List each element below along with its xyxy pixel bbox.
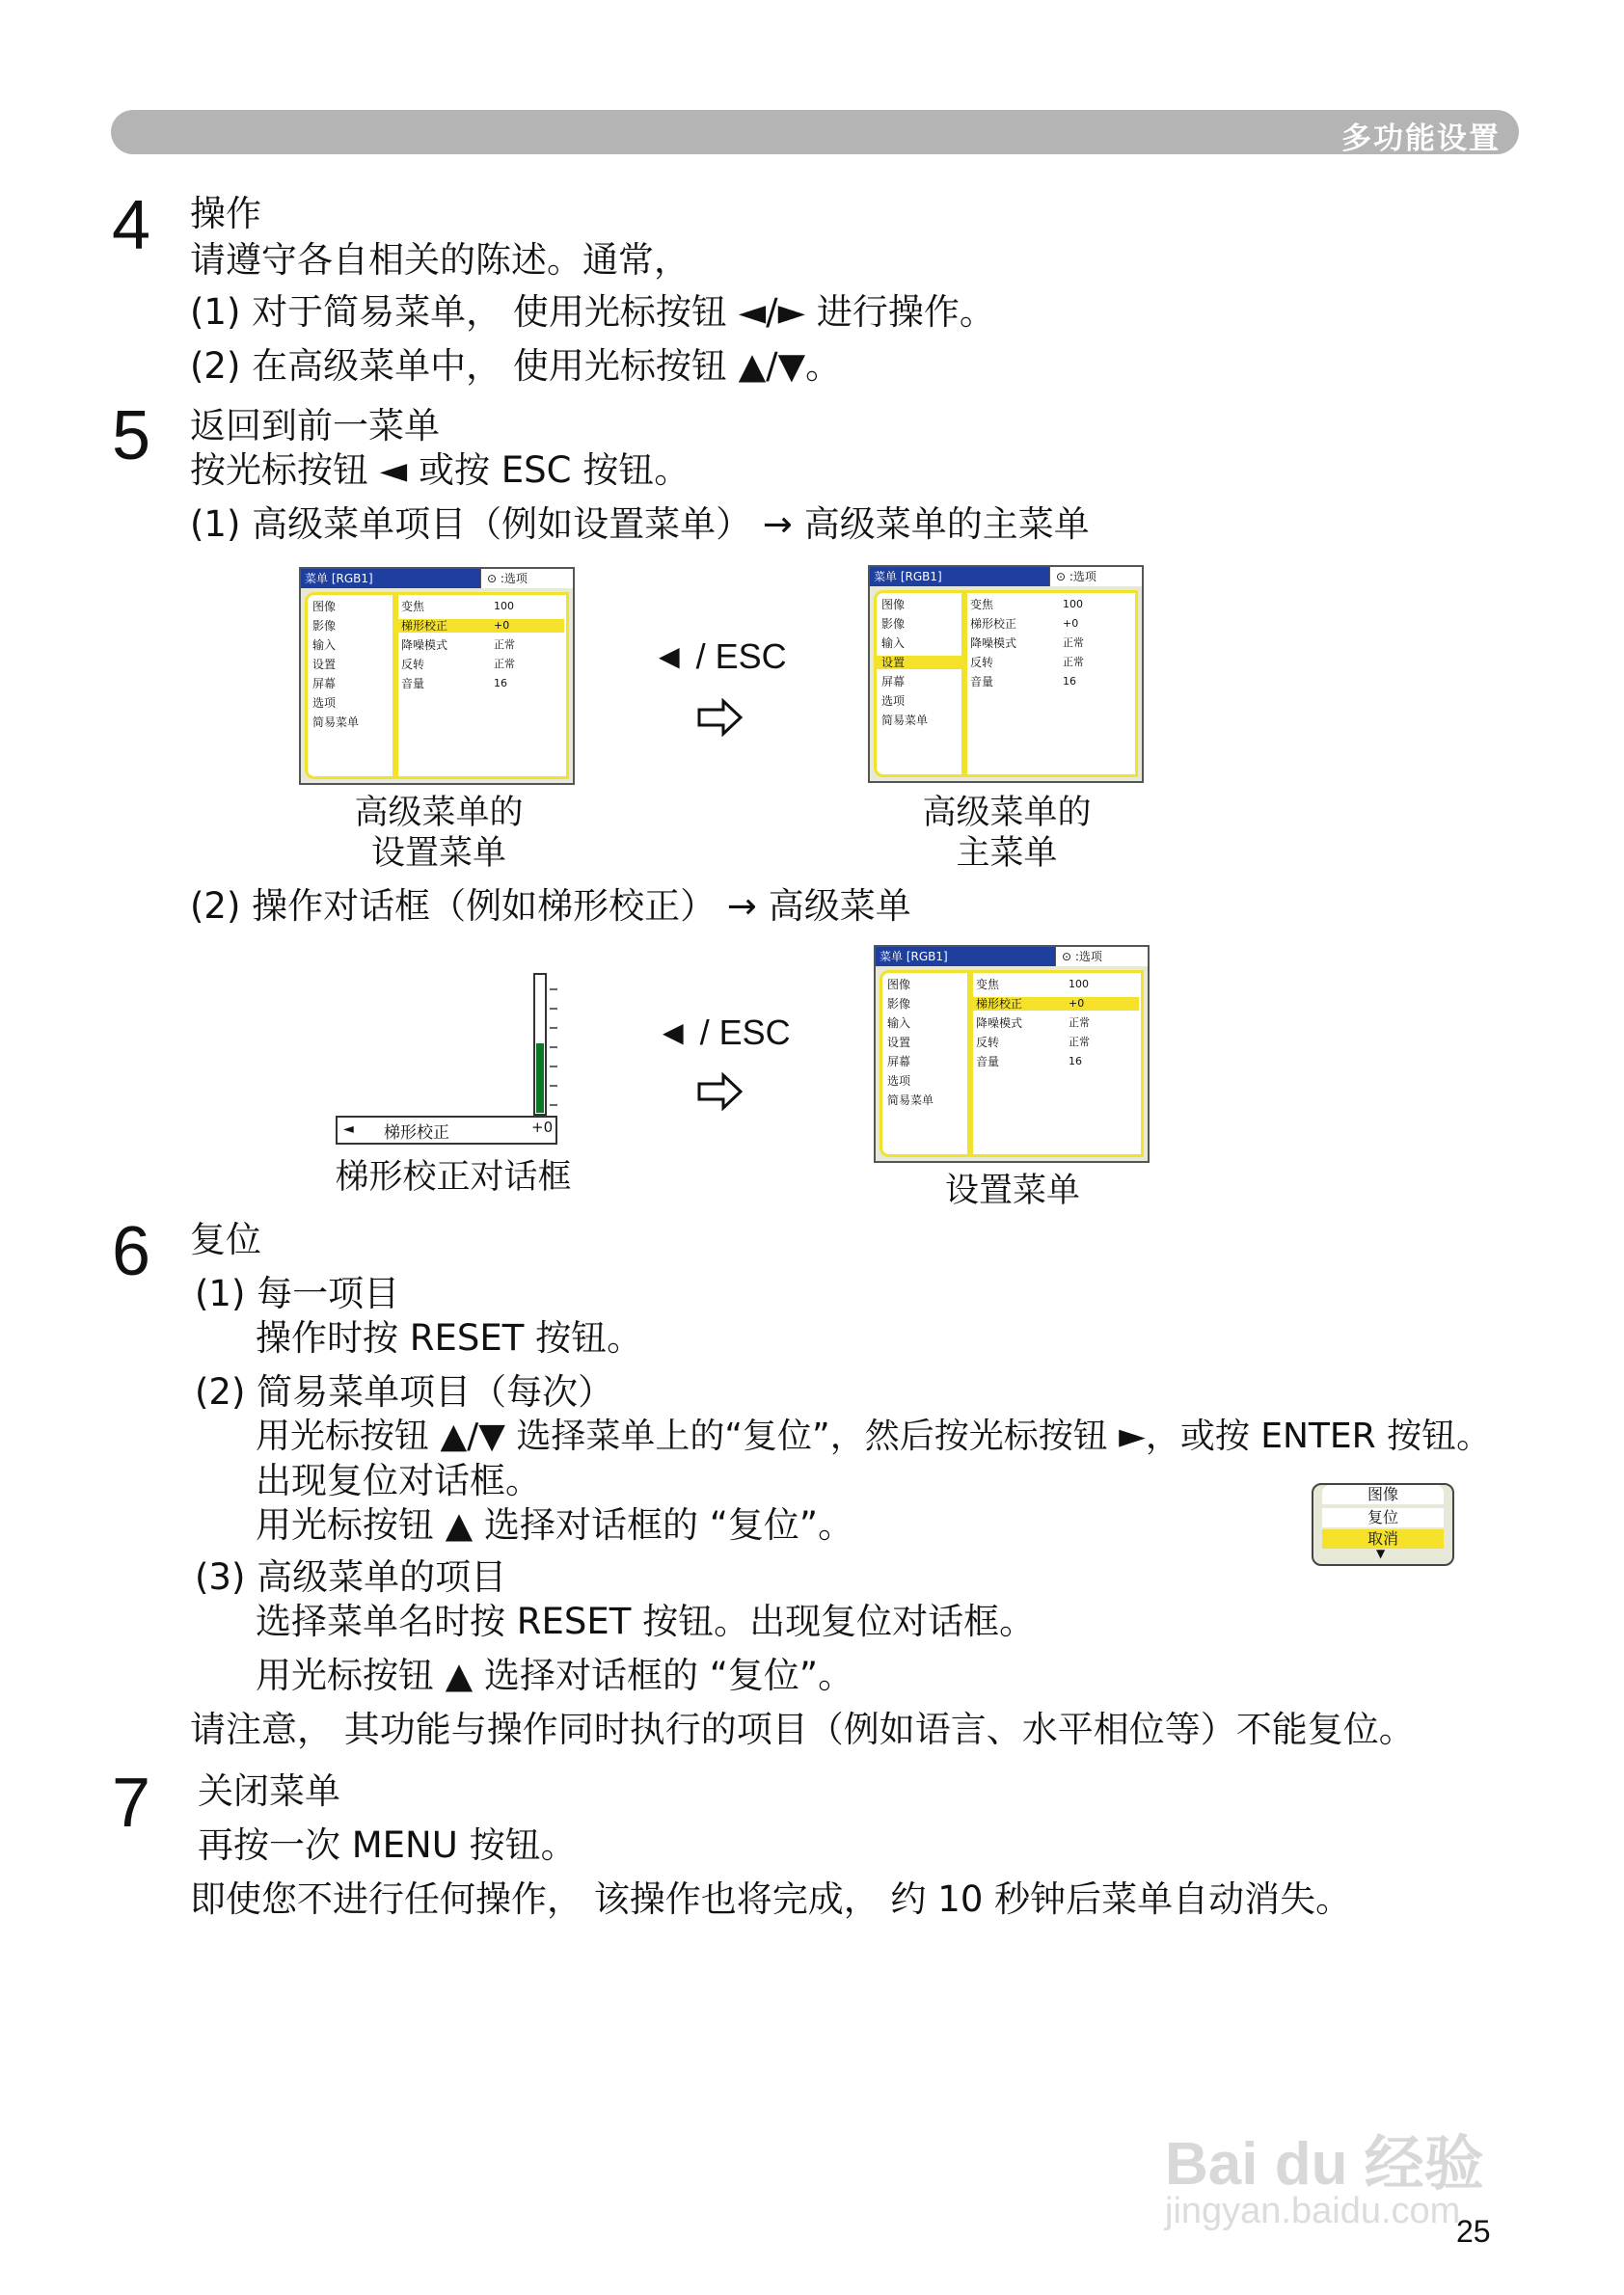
step-4-line: (1) 对于简易菜单， 使用光标按钮 ◄/► 进行操作。 [190, 291, 995, 333]
menu-value: 正常 [1069, 1016, 1090, 1029]
step-6-line: 选择菜单名时按 RESET 按钮。出现复位对话框。 [256, 1601, 1036, 1642]
setting-menu-screenshot-2 [874, 945, 1150, 1163]
right-arrow-icon [696, 698, 744, 737]
menu-option: ⊙ :选项 [480, 569, 573, 588]
header-bar [111, 110, 1519, 154]
caption-main-menu: 高级菜单的 主菜单 [922, 794, 1092, 873]
menu-right-item: 音量 [976, 1055, 1000, 1068]
reset-dialog-cancel: 取消 [1322, 1529, 1444, 1549]
menu-right-item: 降噪模式 [401, 638, 448, 652]
menu-left-item: 屏幕 [312, 677, 337, 690]
menu-right-item: 变焦 [401, 600, 425, 613]
menu-right-item: 梯形校正 [970, 617, 1017, 631]
menu-value: +0 [1069, 997, 1085, 1010]
step-6-note: 请注意， 其功能与操作同时执行的项目（例如语言、水平相位等）不能复位。 [190, 1709, 1415, 1750]
menu-value: 16 [1063, 675, 1076, 688]
reset-dialog-top: 图像 [1322, 1485, 1444, 1504]
menu-left-item: 输入 [312, 638, 337, 652]
menu-right-item: 梯形校正 [976, 997, 1023, 1011]
step-7-line: 即使您不进行任何操作， 该操作也将完成， 约 10 秒钟后菜单自动消失。 [190, 1878, 1352, 1920]
right-arrow-icon [696, 1072, 744, 1111]
page-number: 25 [1456, 2214, 1491, 2249]
menu-value: +0 [494, 619, 510, 632]
menu-value: 100 [1063, 598, 1083, 610]
step-7-title: 关闭菜单 [198, 1770, 340, 1812]
left-triangle-icon: ◄ [343, 1121, 354, 1137]
menu-left-item: 选项 [887, 1074, 911, 1088]
menu-option: ⊙ :选项 [1055, 947, 1148, 966]
menu-value: +0 [1063, 617, 1079, 630]
step-6-title: 复位 [190, 1219, 261, 1260]
watermark-url: jingyan.baidu.com [1165, 2191, 1461, 2231]
menu-left-item: 输入 [881, 636, 906, 650]
step-6-line: 出现复位对话框。 [256, 1460, 541, 1501]
step-6-line: 用光标按钮 ▲ 选择对话框的 “复位”。 [256, 1655, 854, 1696]
step-5-line: 按光标按钮 ◄ 或按 ESC 按钮。 [190, 449, 690, 491]
step-7-line: 再按一次 MENU 按钮。 [198, 1824, 577, 1866]
header-title: 多功能设置 [1341, 122, 1501, 156]
step-4-number: 4 [112, 187, 151, 264]
step-6-line: (3) 高级菜单的项目 [195, 1556, 507, 1598]
menu-right-item: 梯形校正 [401, 619, 448, 633]
menu-left-item: 设置 [881, 656, 906, 669]
step-6-line: (1) 每一项目 [195, 1273, 400, 1314]
step-6-line: 用光标按钮 ▲ 选择对话框的 “复位”。 [256, 1504, 854, 1546]
menu-right-item: 音量 [970, 675, 994, 688]
menu-right-item: 反转 [970, 656, 994, 669]
menu-left-item: 设置 [312, 658, 337, 671]
menu-right-item: 降噪模式 [970, 636, 1017, 650]
menu-left-item: 简易菜单 [887, 1094, 934, 1107]
step-5-sub1: (1) 高级菜单项目（例如设置菜单） → 高级菜单的主菜单 [190, 503, 1090, 545]
step-6-line: 用光标按钮 ▲/▼ 选择菜单上的“复位”，然后按光标按钮 ►，或按 ENTER 按钮。 [256, 1417, 1492, 1456]
menu-left-item: 影像 [887, 997, 911, 1011]
menu-left-item: 屏幕 [887, 1055, 911, 1068]
keystone-label: 梯形校正 [384, 1123, 449, 1143]
menu-left-item: 设置 [887, 1036, 911, 1049]
menu-left-item: 图像 [887, 978, 911, 991]
menu-right-item: 降噪模式 [976, 1016, 1023, 1030]
menu-value: 正常 [494, 638, 515, 651]
menu-value: 16 [494, 677, 507, 689]
reset-dialog-reset: 复位 [1322, 1508, 1444, 1527]
menu-title: 菜单 [RGB1] [876, 947, 1055, 966]
step-6-number: 6 [112, 1213, 151, 1290]
menu-right-item: 反转 [976, 1036, 1000, 1049]
step-6-line: 操作时按 RESET 按钮。 [256, 1317, 643, 1359]
menu-left-item: 影像 [881, 617, 906, 631]
menu-left-item: 简易菜单 [312, 716, 360, 729]
menu-value: 100 [494, 600, 514, 612]
step-5-number: 5 [112, 397, 151, 474]
menu-left-item: 影像 [312, 619, 337, 633]
menu-left-item: 简易菜单 [881, 714, 929, 727]
menu-value: 正常 [494, 658, 515, 670]
step-4-line: 请遵守各自相关的陈述。通常， [190, 239, 690, 281]
caption-setting-menu: 高级菜单的 设置菜单 [354, 794, 524, 873]
menu-title: 菜单 [RGB1] [301, 569, 480, 588]
step-4-title: 操作 [190, 193, 261, 234]
menu-left-item: 图像 [881, 598, 906, 611]
menu-right-item: 变焦 [976, 978, 1000, 991]
menu-option: ⊙ :选项 [1049, 567, 1142, 586]
menu-value: 正常 [1069, 1036, 1090, 1048]
menu-title: 菜单 [RGB1] [870, 567, 1049, 586]
menu-left-item: 选项 [312, 696, 337, 710]
menu-right-item: 反转 [401, 658, 425, 671]
step-7-number: 7 [112, 1765, 151, 1842]
menu-left-item: 输入 [887, 1016, 911, 1030]
step-5-sub2: (2) 操作对话框（例如梯形校正） → 高级菜单 [190, 885, 911, 927]
menu-left-item: 屏幕 [881, 675, 906, 688]
menu-left-item: 选项 [881, 694, 906, 708]
step-4-line: (2) 在高级菜单中， 使用光标按钮 ▲/▼。 [190, 345, 842, 387]
menu-right-item: 变焦 [970, 598, 994, 611]
keystone-value: +0 [531, 1119, 554, 1136]
caption-setting: 设置菜单 [944, 1172, 1080, 1210]
keystone-slider [528, 972, 567, 1117]
menu-value: 正常 [1063, 656, 1084, 668]
menu-value: 100 [1069, 978, 1089, 990]
step-5-title: 返回到前一菜单 [190, 405, 440, 446]
setting-menu-screenshot [299, 567, 575, 785]
menu-value: 正常 [1063, 636, 1084, 649]
esc-label: ◄ / ESC [652, 636, 787, 676]
menu-value: 16 [1069, 1055, 1082, 1067]
step-6-line: (2) 简易菜单项目（每次） [195, 1371, 614, 1413]
esc-label: ◄ / ESC [656, 1012, 791, 1052]
watermark-brand: Bai du 经验 [1165, 2131, 1484, 2198]
main-menu-screenshot [868, 565, 1144, 783]
caption-keystone: 梯形校正对话框 [335, 1158, 572, 1197]
menu-right-item: 音量 [401, 677, 425, 690]
menu-left-item: 图像 [312, 600, 337, 613]
down-triangle-icon: ▼ [1376, 1547, 1386, 1560]
